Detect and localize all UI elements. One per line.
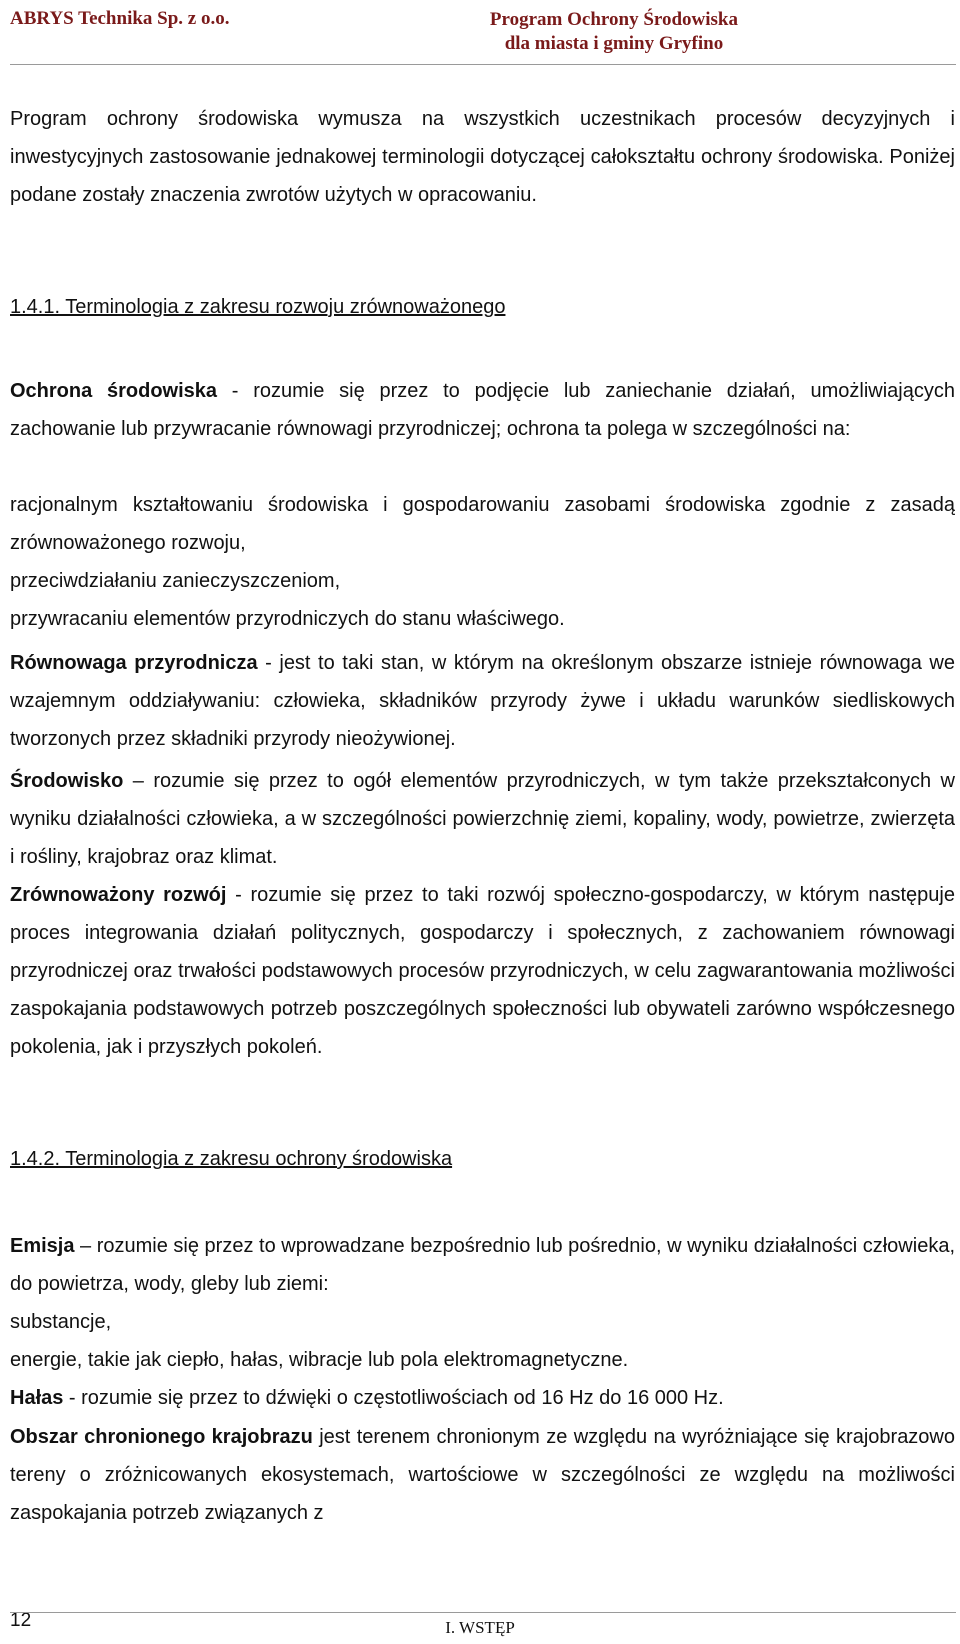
term-emisja: Emisja	[10, 1235, 75, 1257]
term-rozwoj: Zrównoważony rozwój	[10, 884, 227, 906]
header-divider	[10, 64, 956, 65]
def-rozwoj: - rozumie się przez to taki rozwój społeczno-gospodarczy, w którym następuje proces integrowania działań politycznych, gospodarczy i społecznych, z zachowaniem równowagi przyrodniczej oraz trwałości podstawowych procesów przyrodniczych, w celu zagwarantowania możliwości zaspokajania podstawowych potrzeb poszczególnych społeczności lub obywateli zarówno współczesnego pokolenia, jak i przyszłych pokoleń.	[10, 884, 955, 1058]
def-emisja: – rozumie się przez to wprowadzane bezpośrednio lub pośrednio, w wyniku działalności człowieka, do powietrza, wody, gleby lub ziemi:	[10, 1235, 955, 1295]
term-ochrona: Ochrona środowiska	[10, 380, 218, 402]
def-halas: - rozumie się przez to dźwięki o częstotliwościach od 16 Hz do 16 000 Hz.	[63, 1387, 724, 1409]
page-header	[0, 0, 960, 70]
def-srodowisko: – rozumie się przez to ogół elementów przyrodniczych, w tym także przekształconych w wyniku działalności człowieka, a w szczególności powierzchnię ziemi, kopaliny, wody, powietrze, zwierzęta i rośliny, krajobraz oraz klimat.	[10, 770, 955, 868]
section-heading-1-4-2: 1.4.2. Terminologia z zakresu ochrony środowiska	[10, 1148, 453, 1170]
term-srodowisko: Środowisko	[10, 770, 124, 792]
footer-divider	[10, 1612, 956, 1613]
definition-ochrona	[10, 372, 955, 448]
ochrona-item-2: przeciwdziałaniu zanieczyszczeniom,	[10, 570, 341, 592]
program-title	[490, 8, 738, 56]
definition-rownowaga	[10, 644, 955, 758]
ochrona-item-1: racjonalnym kształtowaniu środowiska i gospodarowaniu zasobami środowiska zgodnie z zasadą zrównoważonego rozwoju,	[10, 494, 955, 554]
term-rownowaga: Równowaga przyrodnicza	[10, 652, 258, 674]
program-title-line2: dla miasta i gminy Gryfino	[504, 33, 724, 54]
def-obszar: jest terenem chronionym ze względu na wyróżniające się krajobrazowo tereny o zróżnicowanych ekosystemach, wartościowe w szczególności ze względu na możliwości zaspokajania potrzeb związanych z	[10, 1426, 956, 1524]
company-name: ABRYS Technika Sp. z o.o.	[10, 8, 230, 29]
definition-obszar	[10, 1418, 955, 1532]
emisja-item-2: energie, takie jak ciepło, hałas, wibracje lub pola elektromagnetyczne.	[10, 1349, 629, 1371]
ochrona-item-3: przywracaniu elementów przyrodniczych do stanu właściwego.	[10, 608, 565, 630]
definition-srodowisko	[10, 762, 955, 876]
definition-halas	[10, 1379, 955, 1417]
term-halas: Hałas	[10, 1387, 64, 1409]
term-obszar: Obszar chronionego krajobrazu	[10, 1426, 313, 1448]
def-rownowaga: - jest to taki stan, w którym na określonym obszarze istnieje równowaga we wzajemnym oddziaływaniu: człowieka, składników przyrody żywe i układu warunków siedliskowych tworzonych przez składniki przyrody nieożywionej.	[10, 652, 955, 750]
definition-rozwoj	[10, 876, 955, 1066]
def-ochrona: - rozumie się przez to podjęcie lub zaniechanie działań, umożliwiających zachowanie lub przywracanie równowagi przyrodniczej; ochrona ta polega w szczególności na:	[10, 380, 955, 440]
section-heading-1-4-1: 1.4.1. Terminologia z zakresu rozwoju zrównoważonego	[10, 296, 506, 318]
definition-emisja	[10, 1227, 955, 1303]
emisja-item-1: substancje,	[10, 1311, 112, 1333]
page-number: 12	[10, 1610, 32, 1631]
intro-paragraph: Program ochrony środowiska wymusza na wszystkich uczestnikach procesów decyzyjnych i inwestycyjnych zastosowanie jednakowej terminologii dotyczącej całokształtu ochrony środowiska. Poniżej podane zostały znaczenia zwrotów użytych w opracowaniu.	[10, 108, 955, 206]
chapter-title: I. WSTĘP	[445, 1618, 515, 1637]
program-title-line1: Program Ochrony Środowiska	[489, 9, 738, 30]
